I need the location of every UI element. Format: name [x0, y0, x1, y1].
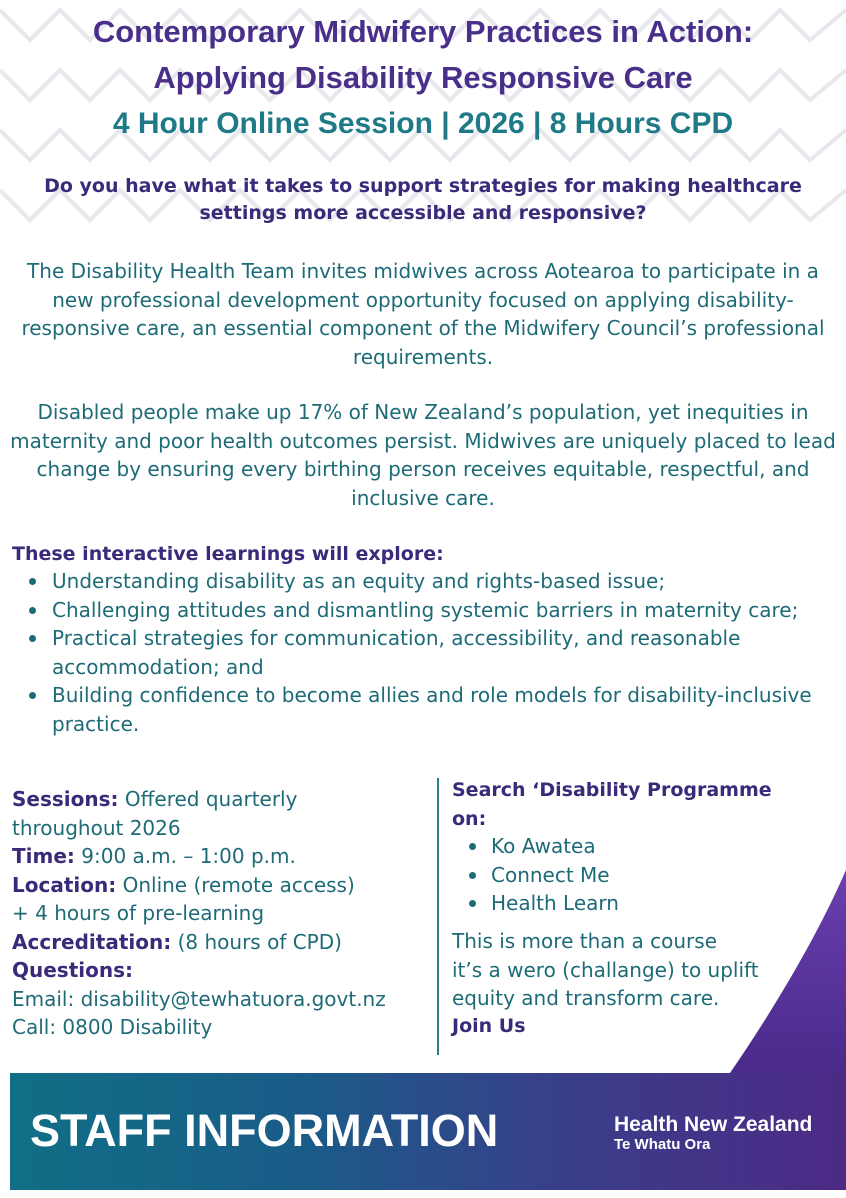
location-value: Online (remote access) — [116, 872, 355, 897]
time-value: 9:00 a.m. – 1:00 p.m. — [74, 844, 296, 868]
prelearning-row: + 4 hours of pre-learning — [12, 901, 265, 925]
sessions-row — [12, 785, 437, 814]
intro-paragraph: The Disability Health Team invites midwives across Aotearoa to participate in a new professional development opportunity focused on applying disability-responsive care, an essential component of the Midwifery Council’s professional requirements. — [21, 259, 825, 369]
title-line-1: Contemporary Midwifery Practices in Action: — [92, 14, 754, 49]
email-contact[interactable]: Email: disability@tewhatuora.govt.nz — [12, 986, 386, 1011]
time-row — [12, 842, 437, 871]
explore-heading: These interactive learnings will explore: — [12, 543, 444, 565]
brand-logo-subtitle: Te Whatu Ora — [614, 1136, 711, 1153]
list-item: Challenging attitudes and dismantling systemic barriers in maternity care; — [26, 596, 834, 625]
list-item: Understanding disability as an equity and rights-based issue; — [26, 567, 834, 596]
accreditation-row — [12, 928, 437, 957]
time-label: Time: — [12, 844, 75, 868]
search-heading: Search ‘Disability Programme on: — [452, 779, 772, 830]
platform-list — [466, 832, 619, 918]
join-us-callout: Join Us — [452, 1015, 526, 1037]
accreditation-value: (8 hours of CPD) — [171, 929, 342, 954]
explore-list — [26, 567, 834, 738]
session-details — [12, 785, 437, 1042]
platform-item: Connect Me — [466, 861, 619, 890]
list-item: Practical strategies for communication, accessibility, and reasonable accommodation; and — [26, 624, 834, 681]
session-subtitle: 4 Hour Online Session | 2026 | 8 Hours CPD — [112, 107, 734, 140]
platform-item: Health Learn — [466, 889, 619, 918]
closing-statement: This is more than a course it’s a wero (challange) to uplift equity and transform care. — [452, 929, 759, 1010]
sessions-value: Offered quarterly — [118, 787, 298, 811]
brand-logo-name: Health New Zealand — [614, 1113, 813, 1136]
title-line-2: Applying Disability Responsive Care — [153, 60, 693, 95]
accreditation-label: Accreditation: — [12, 929, 172, 954]
statistics-paragraph: Disabled people make up 17% of New Zealand’s population, yet inequities in maternity and poor health outcomes persist. Midwives are uniquely placed to lead change by ensuring every birthing person receives equitable, respectful, and inclusive care. — [10, 400, 836, 510]
sessions-label: Sessions: — [12, 787, 119, 811]
footer-title: STAFF INFORMATION — [30, 1105, 499, 1156]
list-item: Building confidence to become allies and role models for disability-inclusive practice. — [26, 681, 834, 738]
sessions-row-cont: throughout 2026 — [12, 815, 181, 840]
location-label: Location: — [12, 872, 117, 897]
questions-label: Questions: — [12, 958, 134, 982]
location-row — [12, 871, 437, 900]
column-divider — [437, 778, 439, 1055]
lead-question: Do you have what it takes to support strategies for making healthcare settings more accessible and responsive? — [44, 175, 802, 224]
phone-contact[interactable]: Call: 0800 Disability — [12, 1015, 213, 1039]
platform-item: Ko Awatea — [466, 832, 619, 861]
footer-banner — [10, 1073, 846, 1190]
